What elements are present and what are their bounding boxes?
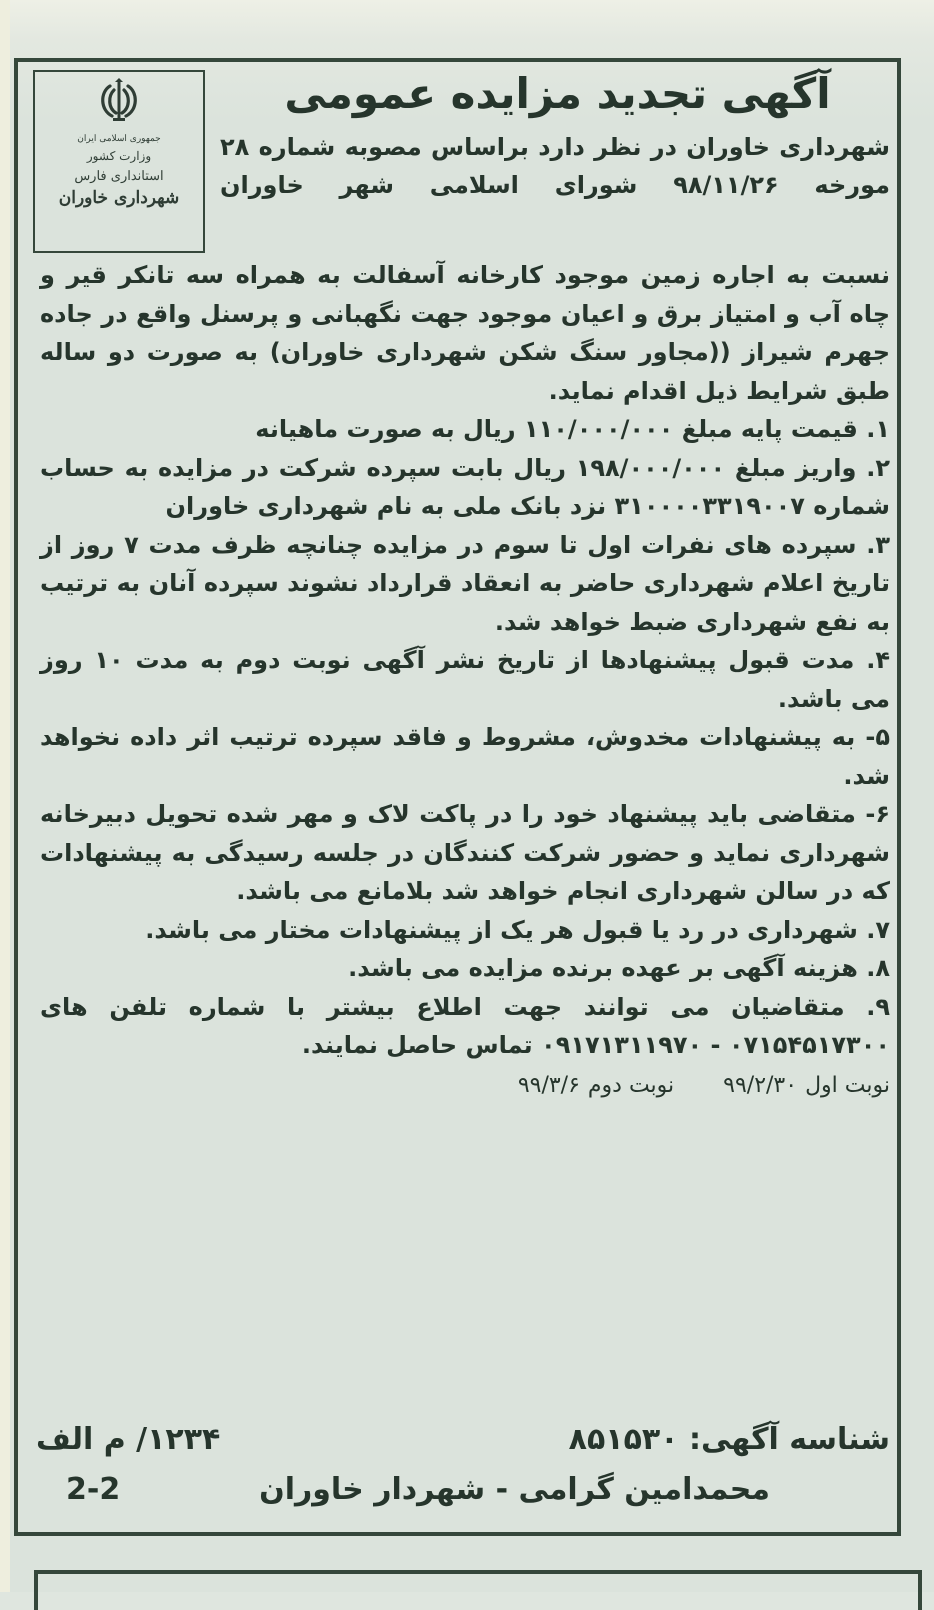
- publication-dates: [40, 1067, 890, 1106]
- second-publication-label: نوبت دوم: [587, 1072, 675, 1098]
- municipality-logo-box: [33, 70, 205, 253]
- second-publication-date: ۹۹/۳/۶: [517, 1072, 580, 1098]
- condition-2: ۲. واریز مبلغ ۱۹۸/۰۰۰/۰۰۰ ریال بابت سپرده شرکت در مزایده به حساب شماره ۳۱۰۰۰۰۳۳۱۹۰۰۷ نزد بانک ملی به نام شهرداری خاوران: [40, 453, 890, 520]
- notice-intro-top: شهرداری خاوران در نظر دارد براساس مصوبه شماره ۲۸ مورخه ۹۸/۱۱/۲۶ شورای اسلامی شهر خاوران: [220, 133, 890, 199]
- condition-9: ۹. متقاضیان می توانند جهت اطلاع بیشتر با شماره تلفن های ۰۷۱۵۴۵۱۷۳۰۰ - ۰۹۱۷۱۳۱۱۹۷۰ تماس حاصل نمایند.: [40, 992, 890, 1059]
- logo-province: استانداری فارس: [74, 169, 164, 185]
- condition-6: ۶- متقاضی باید پیشنهاد خود را در پاکت لاک و مهر شده تحویل دبیرخانه شهرداری نماید و حضور شرکت کنندگان در جلسه رسیدگی به پیشنهادات که در سالن شهرداری انجام خواهد شد بلامانع می باشد.: [40, 800, 890, 905]
- condition-7: ۷. شهرداری در رد یا قبول هر یک از پیشنهادات مختار می باشد.: [145, 915, 890, 944]
- condition-5: ۵- به پیشنهادات مخدوش، مشروط و فاقد سپرده ترتیب اثر داده نخواهد شد.: [40, 723, 890, 790]
- first-publication: [723, 1073, 890, 1098]
- condition-1: ۱. قیمت پایه مبلغ ۱۱۰/۰۰۰/۰۰۰ ریال به صورت ماهیانه: [255, 415, 890, 443]
- signer: محمدامین گرامی - شهردار خاوران: [259, 1472, 770, 1507]
- second-publication: [518, 1073, 674, 1098]
- notice-body: [40, 256, 890, 1105]
- logo-ministry: وزارت کشور: [86, 149, 152, 164]
- next-notice-frame: [34, 1570, 922, 1610]
- condition-3: ۳. سپرده های نفرات اول تا سوم در مزایده چنانچه ظرف مدت ۷ روز از تاریخ اعلام شهرداری حاضر به انعقاد قرارداد نشوند سپرده آنان به ترتیب به نفع شهرداری ضبط خواهد شد.: [40, 530, 891, 636]
- notice-title: آگهی تجدید مزایده عمومی: [284, 69, 831, 118]
- notice-id: شناسه آگهی: ۸۵۱۵۳۰: [568, 1422, 890, 1457]
- notice-reference: ۱۲۳۴/ م الف: [36, 1422, 221, 1457]
- condition-8: ۸. هزینه آگهی بر عهده برنده مزایده می باشد.: [348, 954, 890, 982]
- logo-municipality: شهرداری خاوران: [58, 188, 180, 209]
- logo-country: جمهوری اسلامی ایران: [77, 134, 161, 144]
- notice-footer: [36, 1422, 890, 1522]
- paper-edge: [0, 0, 10, 1592]
- first-publication-label: نوبت اول: [805, 1072, 890, 1098]
- publication-series: 2-2: [66, 1472, 121, 1507]
- first-publication-date: ۹۹/۲/۳۰: [723, 1072, 798, 1098]
- iran-emblem-icon: [96, 78, 142, 124]
- notice-intro: نسبت به اجاره زمین موجود کارخانه آسفالت به همراه سه تانکر قیر و چاه آب و امتیاز برق و اعیان موجود جهت نگهبانی و پرسنل واقع در جاده جهرم شیراز ((مجاور سنگ شکن شهرداری خاوران) به صورت دو ساله طبق شرایط ذیل اقدام نماید.: [40, 261, 890, 405]
- condition-4: ۴. مدت قبول پیشنهادها از تاریخ نشر آگهی نوبت دوم به مدت ۱۰ روز می باشد.: [40, 646, 891, 713]
